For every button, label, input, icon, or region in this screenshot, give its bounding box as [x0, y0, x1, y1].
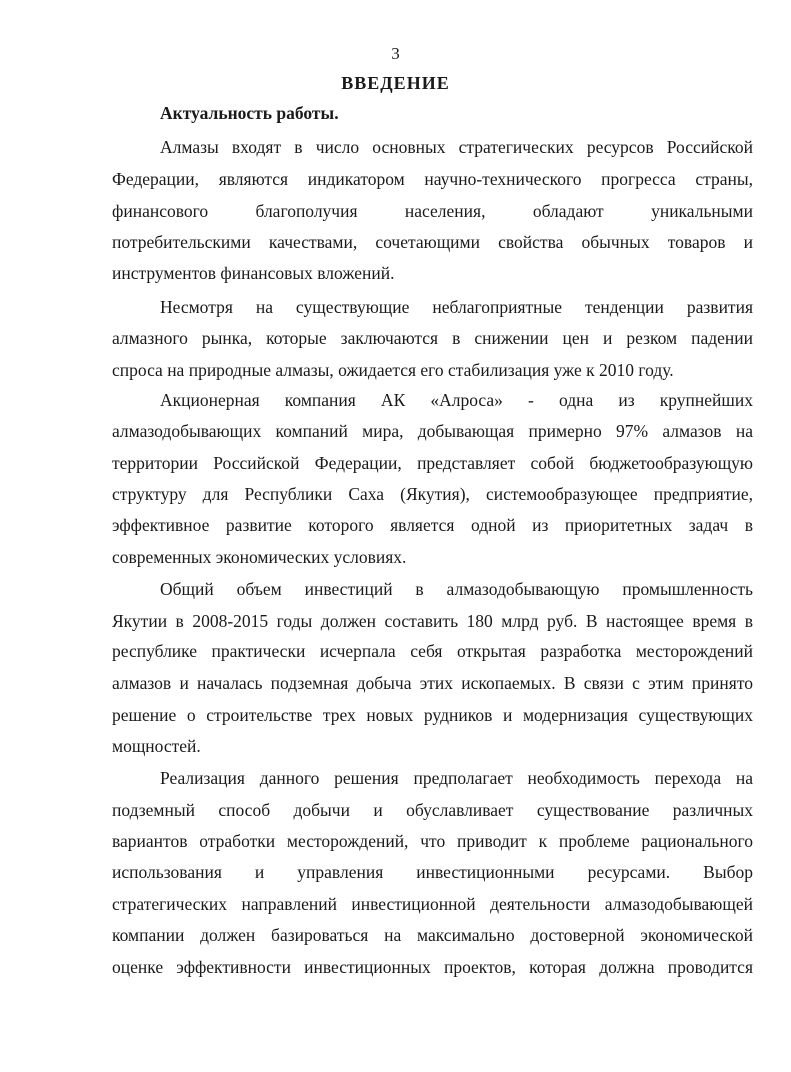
- text-line: алмазного рынка, которые заключаются в снижении цен и резком падении: [112, 328, 753, 348]
- text-line: Общий объем инвестиций в алмазодобывающую промышленность: [160, 579, 753, 599]
- text-line: структуру для Республики Саха (Якутия), системообразующее предприятие,: [112, 484, 753, 504]
- text-line: алмазов и началась подземная добыча этих ископаемых. В связи с этим принято: [112, 673, 753, 693]
- text-line: эффективное развитие которого является одной из приоритетных задач в: [112, 515, 753, 535]
- text-line: современных экономических условиях.: [112, 547, 407, 567]
- text-line: решение о строительстве трех новых рудников и модернизация существующих: [112, 705, 753, 725]
- text-line: алмазодобывающих компаний мира, добывающая примерно 97% алмазов на: [112, 421, 753, 441]
- text-line: Акционерная компания АК «Алроса» - одна из крупнейших: [160, 390, 753, 410]
- text-line: потребительскими качествами, сочетающими свойства обычных товаров и: [112, 232, 753, 252]
- text-line: инструментов финансовых вложений.: [112, 263, 395, 283]
- text-line: мощностей.: [112, 736, 201, 756]
- section-subtitle: Актуальность работы.: [160, 103, 339, 123]
- page-number: 3: [391, 44, 400, 63]
- text-line: оценке эффективности инвестиционных проектов, которая должна проводится: [112, 957, 753, 977]
- text-line: Алмазы входят в число основных стратегических ресурсов Российской: [160, 137, 753, 157]
- text-line: Несмотря на существующие неблагоприятные тенденции развития: [160, 297, 753, 317]
- text-line: спроса на природные алмазы, ожидается его стабилизация уже к 2010 году.: [112, 360, 674, 380]
- section-title: ВВЕДЕНИЕ: [341, 73, 450, 93]
- text-line: республике практически исчерпала себя открытая разработка месторождений: [112, 641, 753, 661]
- text-line: использования и управления инвестиционными ресурсами. Выбор: [112, 862, 753, 882]
- text-line: финансового благополучия населения, обладают уникальными: [112, 201, 753, 221]
- text-line: Федерации, являются индикатором научно-технического прогресса страны,: [112, 169, 753, 189]
- text-line: Якутии в 2008-2015 годы должен составить 180 млрд руб. В настоящее время в: [112, 611, 753, 631]
- text-line: вариантов отработки месторождений, что приводит к проблеме рационального: [112, 831, 753, 851]
- text-line: территории Российской Федерации, представляет собой бюджетообразующую: [112, 453, 753, 473]
- text-line: подземный способ добычи и обуславливает существование различных: [112, 800, 753, 820]
- text-line: стратегических направлений инвестиционной деятельности алмазодобывающей: [112, 894, 753, 914]
- text-line: Реализация данного решения предполагает необходимость перехода на: [160, 768, 753, 788]
- text-line: компании должен базироваться на максимально достоверной экономической: [112, 925, 753, 945]
